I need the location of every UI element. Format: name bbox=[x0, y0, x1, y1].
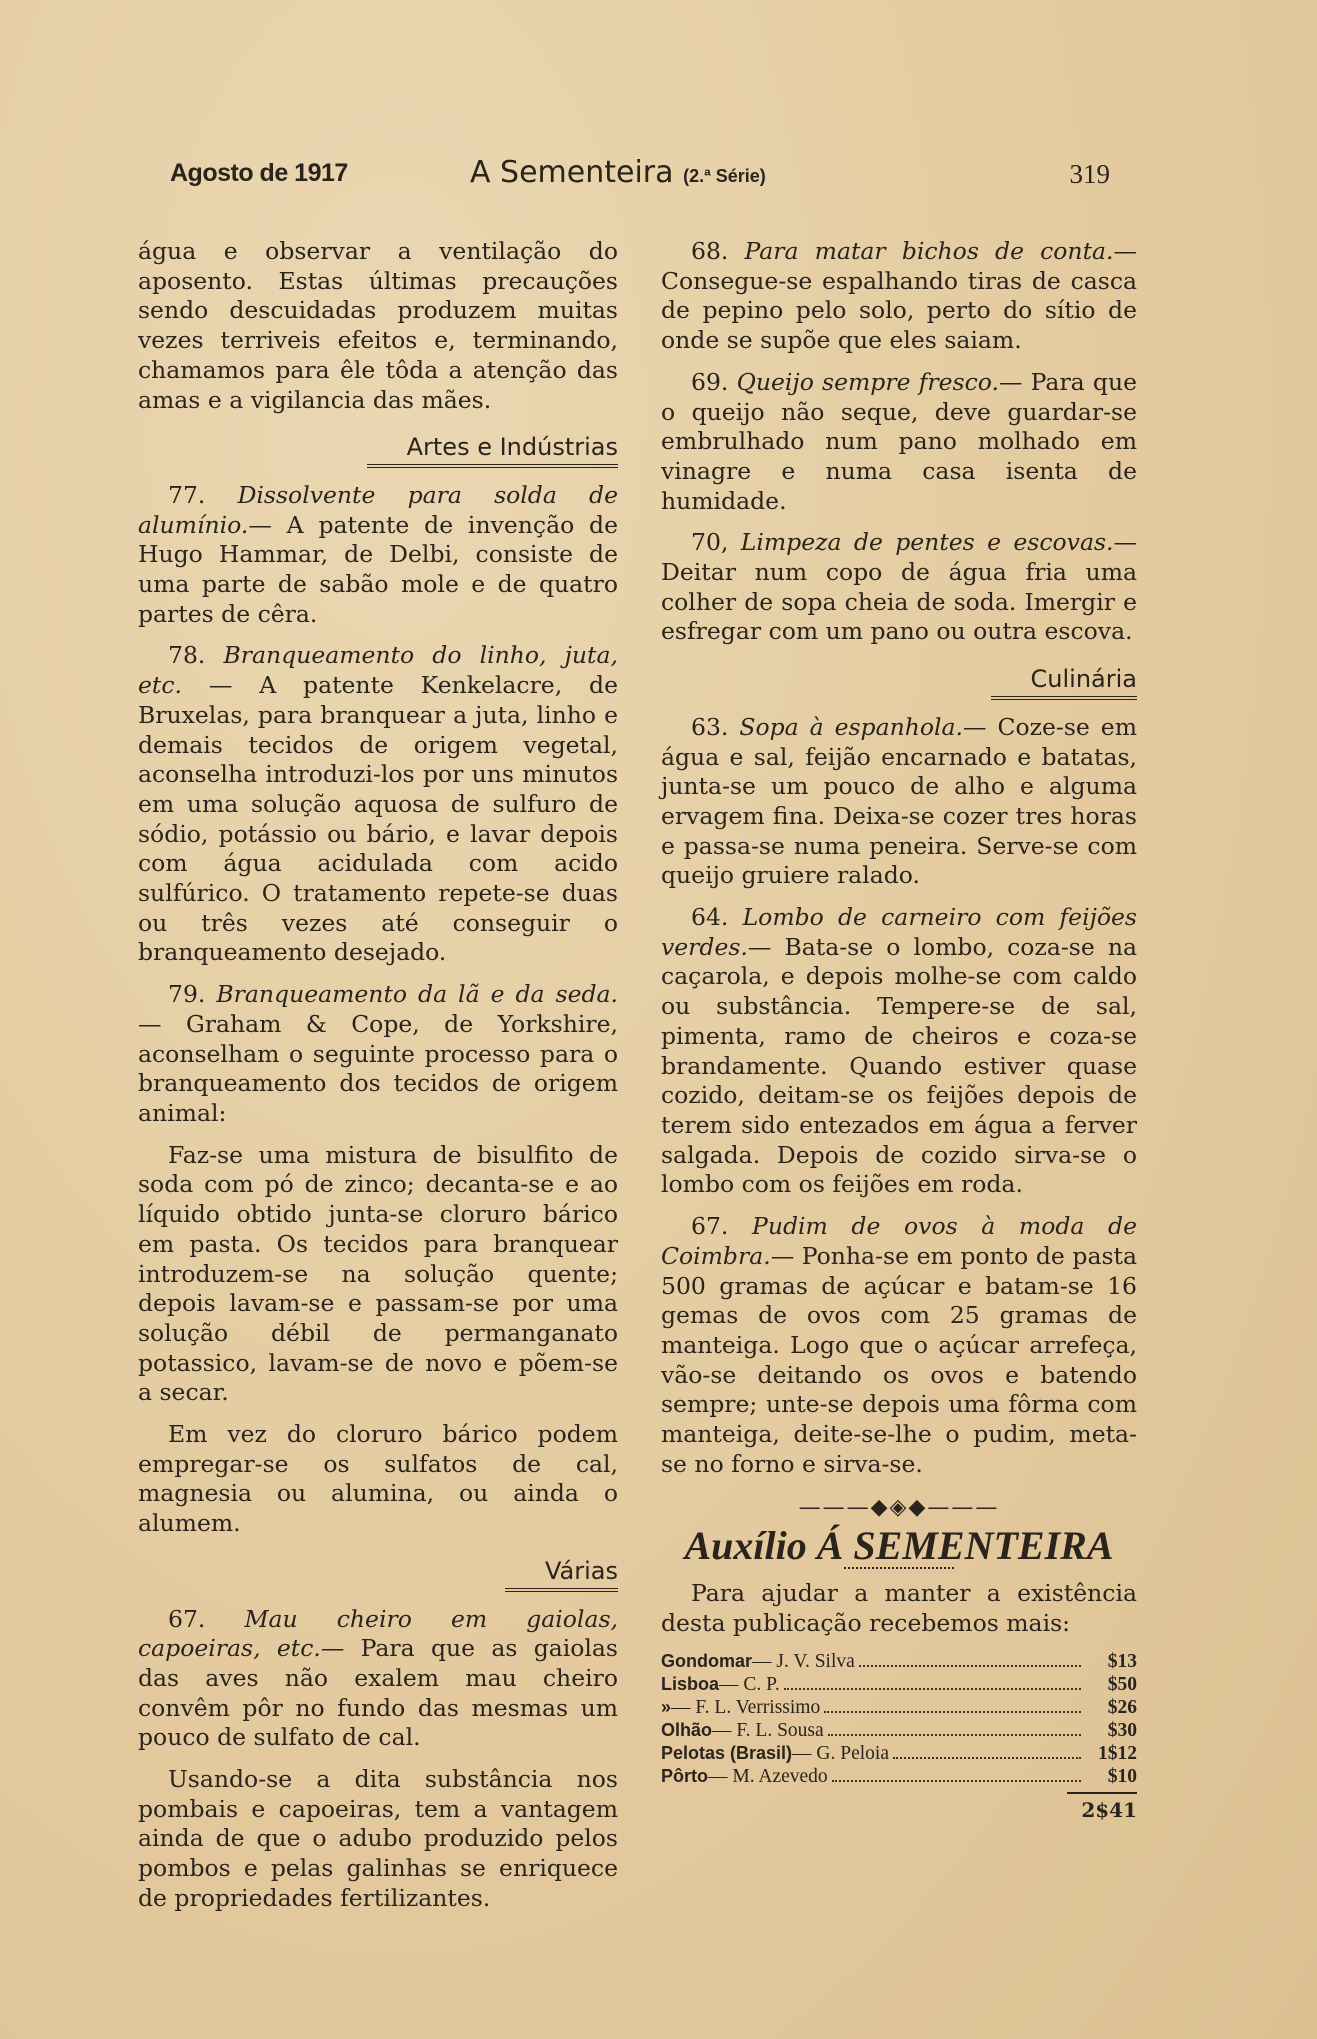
leader-dots bbox=[893, 1742, 1081, 1759]
article-69: 69. Queijo sempre fresco.— Para que o queijo não seque, deve guardar-se embrulhado num pano molhado em vinagre e numa casa isenta de humidade. bbox=[661, 367, 1137, 515]
article-79-p2: Faz-se uma mistura de bisulfito de soda com pó de zinco; decanta-se e ao líquido obtido junta-se cloruro bárico em pasta. Os tecidos para branquear introduzem-se na solução quente; depois lavam-se e passam-se por uma solução débil de permanganato potassico, lavam-se de novo e põem-se a secar. bbox=[138, 1140, 618, 1407]
donations-list bbox=[661, 1650, 1137, 1788]
article-v67: 67. Mau cheiro em gaiolas, capoeiras, etc.— Para que as gaiolas das aves não exalem mau cheiro convêm pôr no fundo das mesmas um pouco de sulfato de cal. bbox=[138, 1604, 618, 1752]
left-column bbox=[138, 237, 618, 1926]
donor-name: — M. Azevedo bbox=[708, 1766, 828, 1788]
donation-row bbox=[661, 1719, 1137, 1742]
recipe-67-title: Pudim de ovos à moda de Coimbra. bbox=[661, 1212, 1137, 1270]
donor-name: — F. L. Verrissimo bbox=[671, 1697, 821, 1719]
recipe-64-title: Lombo de carneiro com feijões verdes. bbox=[661, 903, 1137, 961]
donation-amount: $13 bbox=[1107, 1651, 1137, 1673]
leader-dots bbox=[859, 1650, 1081, 1667]
donation-row bbox=[661, 1673, 1137, 1696]
article-77-title: Dissolvente para solda de alumínio. bbox=[138, 480, 618, 539]
section-heading-varias: Várias bbox=[138, 1557, 618, 1587]
donor-name: — F. L. Sousa bbox=[712, 1720, 824, 1742]
donations-total-row bbox=[661, 1792, 1137, 1826]
article-77: 77. Dissolvente para solda de alumínio.— A patente de invenção de Hugo Hammar, de Delbi, consiste de uma parte de sabão mole e de quatro partes de cêra. bbox=[138, 480, 618, 628]
donation-row bbox=[661, 1696, 1137, 1719]
article-v67-p2: Usando-se a dita substância nos pombais e capoeiras, tem a vantagem ainda de que o adubo produzido pelos pombos e pelas galinhas se enriquece de propriedades fertilizantes. bbox=[138, 1765, 618, 1912]
donation-amount: $50 bbox=[1107, 1674, 1137, 1696]
header-date: Agosto de 1917 bbox=[170, 159, 348, 187]
donation-row bbox=[661, 1742, 1137, 1765]
donor-name: — C. P. bbox=[719, 1674, 780, 1696]
header-title bbox=[470, 155, 766, 190]
article-v67-title: Mau cheiro em gaiolas, capoeiras, etc. bbox=[138, 1604, 618, 1663]
donation-amount: $26 bbox=[1107, 1697, 1137, 1719]
auxilio-intro: Para ajudar a manter a existência desta publicação recebemos mais: bbox=[661, 1578, 1137, 1637]
leader-dots bbox=[828, 1719, 1081, 1736]
auxilio-title: Auxílio Á SEMENTEIRA bbox=[684, 1523, 1114, 1569]
article-79: 79. Branqueamento da lã e da seda.— Graham & Cope, de Yorkshire, aconselham o seguinte processo para o branqueamento dos tecidos de origem animal: bbox=[138, 980, 618, 1127]
section-heading-culinaria: Culinária bbox=[661, 665, 1137, 695]
donation-amount: $30 bbox=[1107, 1720, 1137, 1742]
recipe-63: 63. Sopa à espanhola.— Coze-se em água e sal, feijão encarnado e batatas, junta-se um pouco de alho e alguma ervagem fina. Deixa-se cozer tres horas e passa-se numa peneira. Serve-se com queijo gruiere ralado. bbox=[661, 712, 1137, 890]
donation-amount: 1$12 bbox=[1098, 1743, 1137, 1765]
donations-total: 2$41 bbox=[1067, 1792, 1137, 1826]
donor-place: Lisboa bbox=[661, 1674, 720, 1695]
article-70-title: Limpeza de pentes e escovas. bbox=[740, 528, 1114, 557]
donor-place: Pelotas (Brasil) bbox=[661, 1743, 793, 1764]
ornament-divider-icon: ———◆◈◆——— bbox=[798, 1495, 1000, 1521]
donor-place: Olhão bbox=[661, 1720, 713, 1741]
article-68: 68. Para matar bichos de conta.— Consegue-se espalhando tiras de casca de pepino pelo solo, perto do sítio de onde se supõe que eles saiam. bbox=[661, 237, 1137, 355]
donor-place: » bbox=[661, 1697, 672, 1718]
donor-name: — G. Peloia bbox=[792, 1743, 889, 1765]
page-number: 319 bbox=[1069, 159, 1110, 189]
donor-name: — J. V. Silva bbox=[752, 1651, 855, 1673]
right-column bbox=[661, 237, 1137, 1826]
recipe-67: 67. Pudim de ovos à moda de Coimbra.— Ponha-se em ponto de pasta 500 gramas de açúcar e batam-se 16 gemas de ovos com 25 gramas de manteiga. Logo que o açúcar arrefeça, vão-se deitando os ovos e batendo sempre; unte-se depois uma fôrma com manteiga, deite-se-lhe o pudim, meta-se no forno e sirva-se. bbox=[661, 1212, 1137, 1478]
article-78-title: Branqueamento do linho, juta, etc. bbox=[138, 641, 618, 700]
recipe-64: 64. Lombo de carneiro com feijões verdes.— Bata-se o lombo, coza-se na caçarola, e depois molhe-se com caldo ou substância. Tempere-se de sal, pimenta, ramo de cheiros e coza-se brandamente. Quando estiver quase cozido, deitam-se os feijões depois de terem sido entezados em água a ferver salgada. Depois de cozido sirva-se o lombo com os feijões em roda. bbox=[661, 903, 1137, 1199]
header-title-text: A Sementeira bbox=[470, 155, 674, 190]
article-79-p3: Em vez do cloruro bárico podem empregar-se os sulfatos de cal, magnesia ou alumina, ou ainda o alumem. bbox=[138, 1420, 618, 1538]
donor-place: Gondomar bbox=[661, 1651, 753, 1672]
donation-row bbox=[661, 1765, 1137, 1788]
recipe-63-title: Sopa à espanhola. bbox=[739, 712, 964, 741]
donation-row bbox=[661, 1650, 1137, 1673]
leader-dots bbox=[832, 1765, 1081, 1782]
donation-amount: $10 bbox=[1107, 1766, 1137, 1788]
article-69-title: Queijo sempre fresco. bbox=[736, 367, 999, 396]
article-79-title: Branqueamento da lã e da seda. bbox=[216, 980, 618, 1009]
leader-dots bbox=[824, 1696, 1081, 1713]
continued-paragraph: água e observar a ventilação do aposento. Estas últimas precauções sendo descuidadas produzem muitas vezes terriveis efeitos e, terminando, chamamos para êle tôda a atenção das amas e a vigilancia das mães. bbox=[138, 237, 618, 414]
article-70: 70, Limpeza de pentes e escovas.— Deitar num copo de água fria uma colher de sopa cheia de soda. Imergir e esfregar com um pano ou outra escova. bbox=[661, 528, 1137, 646]
header-series: (2.ª Série) bbox=[683, 166, 766, 186]
page-header bbox=[170, 155, 1110, 195]
article-78: 78. Branqueamento do linho, juta, etc. — A patente Kenkelacre, de Bruxelas, para branquear a juta, linho e demais tecidos de origem vegetal, aconselha introduzi-los por uns minutos em uma solução aquosa de sulfuro de sódio, potássio ou bário, e lavar depois com água acidulada com acido sulfúrico. O tratamento repete-se duas ou três vezes até conseguir o branqueamento desejado. bbox=[138, 641, 618, 967]
donor-place: Pôrto bbox=[661, 1766, 708, 1787]
leader-dots bbox=[784, 1673, 1081, 1690]
section-heading-artes: Artes e Indústrias bbox=[138, 433, 618, 463]
article-68-title: Para matar bichos de conta. bbox=[744, 237, 1114, 265]
